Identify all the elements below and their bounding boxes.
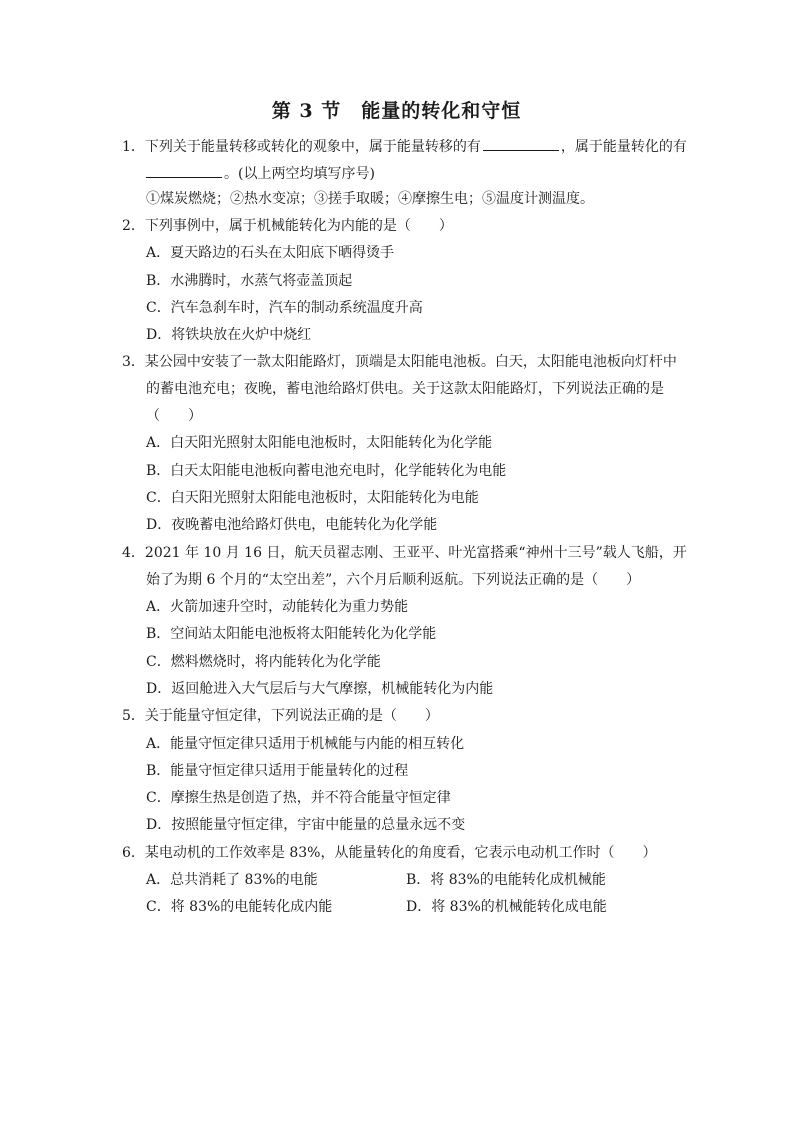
question-4-option-b[interactable]: B．空间站太阳能电池板将太阳能转化为化学能 (146, 626, 437, 642)
question-3-stem-line-1 (122, 353, 677, 371)
question-3-stem-line-2: 的蓄电池充电；夜晚，蓄电池给路灯供电。关于这款太阳能路灯，下列说法正确的是 (146, 381, 664, 397)
question-4-stem-line-1 (122, 544, 687, 562)
question-3-number: 3． (122, 354, 145, 370)
question-4-stem-line-2: 始了为期 6 个月的“太空出差”，六个月后顺利返航。下列说法正确的是（ ） (146, 572, 641, 588)
page-title: 第 3 节 能量的转化和守恒 (271, 100, 522, 122)
question-3-stem-line-3: （ ） (146, 408, 202, 424)
answer-blank-1[interactable] (483, 136, 559, 151)
question-2-stem (122, 217, 453, 235)
question-6-option-d[interactable]: D．将 83%的机械能转化成电能 (406, 899, 607, 915)
question-1-number: 1． (122, 139, 145, 155)
question-2-option-d[interactable]: D．将铁块放在火炉中烧红 (146, 327, 312, 343)
question-1-stem-part-2: ，属于能量转化的有 (560, 139, 687, 155)
question-4-option-a[interactable]: A．火箭加速升空时，动能转化为重力势能 (146, 599, 409, 615)
question-1-line-1 (122, 136, 687, 156)
question-6-text: 某电动机的工作效率是 83%，从能量转化的角度看，它表示电动机工作时（ ） (144, 845, 657, 861)
question-4-text-1: 2021 年 10 月 16 日，航天员翟志刚、王亚平、叶光富搭乘“神州十三号”载人飞船，开 (144, 545, 687, 561)
question-5-text: 关于能量守恒定律，下列说法正确的是（ ） (144, 708, 439, 724)
question-5-stem (122, 707, 439, 725)
question-2-number: 2． (122, 218, 145, 234)
question-6-stem (122, 844, 657, 862)
answer-blank-2[interactable] (146, 163, 222, 178)
question-3-option-b[interactable]: B．白天太阳能电池板向蓄电池充电时，化学能转化为电能 (146, 463, 507, 479)
question-5-number: 5． (122, 708, 145, 724)
question-6-number: 6． (122, 845, 145, 861)
question-6-option-b[interactable]: B．将 83%的电能转化成机械能 (406, 872, 606, 888)
question-1-items: ①煤炭燃烧；②热水变凉；③搓手取暖；④摩擦生电；⑤温度计测温度。 (146, 191, 594, 207)
question-5-option-a[interactable]: A．能量守恒定律只适用于机械能与内能的相互转化 (146, 736, 465, 752)
question-5-option-d[interactable]: D．按照能量守恒定律，宇宙中能量的总量永远不变 (146, 817, 466, 833)
question-4-option-d[interactable]: D．返回舱进入大气层后与大气摩擦，机械能转化为内能 (146, 681, 494, 697)
question-3-option-d[interactable]: D．夜晚蓄电池给路灯供电，电能转化为化学能 (146, 517, 438, 533)
question-3-text-1: 某公园中安装了一款太阳能路灯，顶端是太阳能电池板。白天，太阳能电池板向灯杆中 (144, 354, 677, 370)
question-2-option-a[interactable]: A．夏天路边的石头在太阳底下晒得烫手 (146, 245, 395, 261)
question-1-stem-part-3: 。(以上两空均填写序号) (224, 166, 375, 182)
question-3-option-a[interactable]: A．白天阳光照射太阳能电池板时，太阳能转化为化学能 (146, 435, 493, 451)
question-4-number: 4． (122, 545, 145, 561)
question-2-text: 下列事例中，属于机械能转化为内能的是（ ） (144, 218, 453, 234)
question-3-option-c[interactable]: C．白天阳光照射太阳能电池板时，太阳能转化为电能 (146, 490, 479, 506)
question-2-option-c[interactable]: C．汽车急刹车时，汽车的制动系统温度升高 (146, 300, 423, 316)
question-6-option-a[interactable]: A．总共消耗了 83%的电能 (146, 872, 318, 888)
question-2-option-b[interactable]: B．水沸腾时，水蒸气将壶盖顶起 (146, 273, 353, 289)
question-5-option-c[interactable]: C．摩擦生热是创造了热，并不符合能量守恒定律 (146, 790, 451, 806)
question-1-stem-part-1: 下列关于能量转移或转化的观象中，属于能量转移的有 (144, 139, 481, 155)
question-4-option-c[interactable]: C．燃料燃烧时，将内能转化为化学能 (146, 654, 381, 670)
question-6-option-c[interactable]: C．将 83%的电能转化成内能 (146, 899, 333, 915)
question-5-option-b[interactable]: B．能量守恒定律只适用于能量转化的过程 (146, 763, 409, 779)
question-1-line-2 (146, 163, 375, 183)
